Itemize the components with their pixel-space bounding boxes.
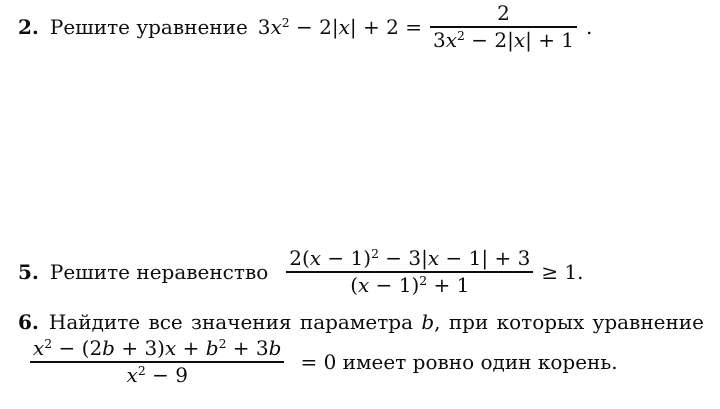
fraction-numerator — [30, 337, 284, 360]
math-text: − 2| — [289, 15, 339, 39]
problem-2-number: 2. — [18, 15, 39, 39]
math-superscript: 2 — [419, 273, 428, 289]
fraction-denominator — [430, 29, 577, 52]
math-variable: x — [33, 336, 45, 360]
problem-5-number: 5. — [18, 260, 39, 284]
math-text: − (2 — [52, 336, 103, 360]
math-superscript: 2 — [218, 336, 227, 352]
math-text: − 1) — [321, 246, 372, 270]
math-text: + 1 — [427, 273, 470, 297]
fraction — [286, 247, 533, 297]
fraction-numerator — [286, 247, 533, 270]
problem-6-number: 6. — [18, 310, 39, 334]
problem-5-inequality-right — [541, 260, 583, 284]
math-superscript: 2 — [456, 28, 465, 44]
math-variable: x — [164, 336, 177, 360]
problem-6-equation-right — [300, 350, 617, 374]
math-variable: x — [513, 28, 526, 52]
problem-6-statement — [18, 309, 704, 335]
math-variable: x — [427, 246, 440, 270]
fraction-denominator — [124, 364, 191, 387]
problem-6 — [18, 309, 704, 387]
sentence-period: . — [586, 15, 593, 39]
math-variable: x — [445, 28, 457, 52]
math-text: Найдите все значения параметра — [48, 310, 422, 334]
fraction-denominator — [347, 274, 472, 297]
math-text: 3 — [257, 15, 271, 39]
fraction-numerator — [494, 2, 513, 25]
math-text: − 1| + 3 — [439, 246, 531, 270]
math-text: | + 2 = — [349, 15, 422, 39]
math-superscript: 2 — [281, 15, 290, 31]
math-variable: b — [102, 336, 115, 360]
math-text: 2 — [497, 1, 510, 25]
problem-2-text: Решите уравнение — [49, 15, 248, 39]
math-variable: x — [309, 246, 322, 270]
math-superscript: 2 — [137, 363, 146, 379]
math-text: ( — [350, 273, 358, 297]
math-text: − 9 — [145, 363, 188, 387]
math-variable: b — [205, 336, 219, 360]
fraction — [430, 2, 577, 52]
math-variable: x — [338, 15, 350, 39]
math-text: | + 1 — [525, 28, 575, 52]
problem-5-text: Решите неравенство — [49, 260, 269, 284]
math-superscript: 2 — [371, 246, 379, 262]
math-text: + 3 — [226, 336, 269, 360]
math-variable: x — [270, 15, 282, 39]
math-text: ≥ 1. — [541, 260, 584, 284]
math-variable: x — [126, 363, 138, 387]
math-variable: b — [268, 336, 282, 360]
problem-6-text — [49, 310, 704, 334]
fraction — [30, 337, 284, 387]
math-text: 2( — [289, 246, 310, 270]
math-text: + — [176, 336, 206, 360]
math-variable: b — [421, 310, 435, 334]
math-text: − 3| — [378, 246, 428, 270]
problem-2 — [18, 2, 592, 52]
math-text: , при которых уравнение — [434, 310, 704, 334]
math-variable: x — [358, 273, 370, 297]
math-text: − 2| — [464, 28, 514, 52]
math-text: = 0 имеет ровно один корень. — [300, 350, 618, 374]
math-text: + 3) — [114, 336, 165, 360]
math-superscript: 2 — [44, 336, 53, 352]
math-text: − 1) — [369, 273, 420, 297]
problem-2-equation-left — [258, 15, 422, 39]
math-text: 3 — [432, 28, 446, 52]
problem-5 — [18, 247, 584, 297]
problem-6-equation — [30, 337, 704, 387]
